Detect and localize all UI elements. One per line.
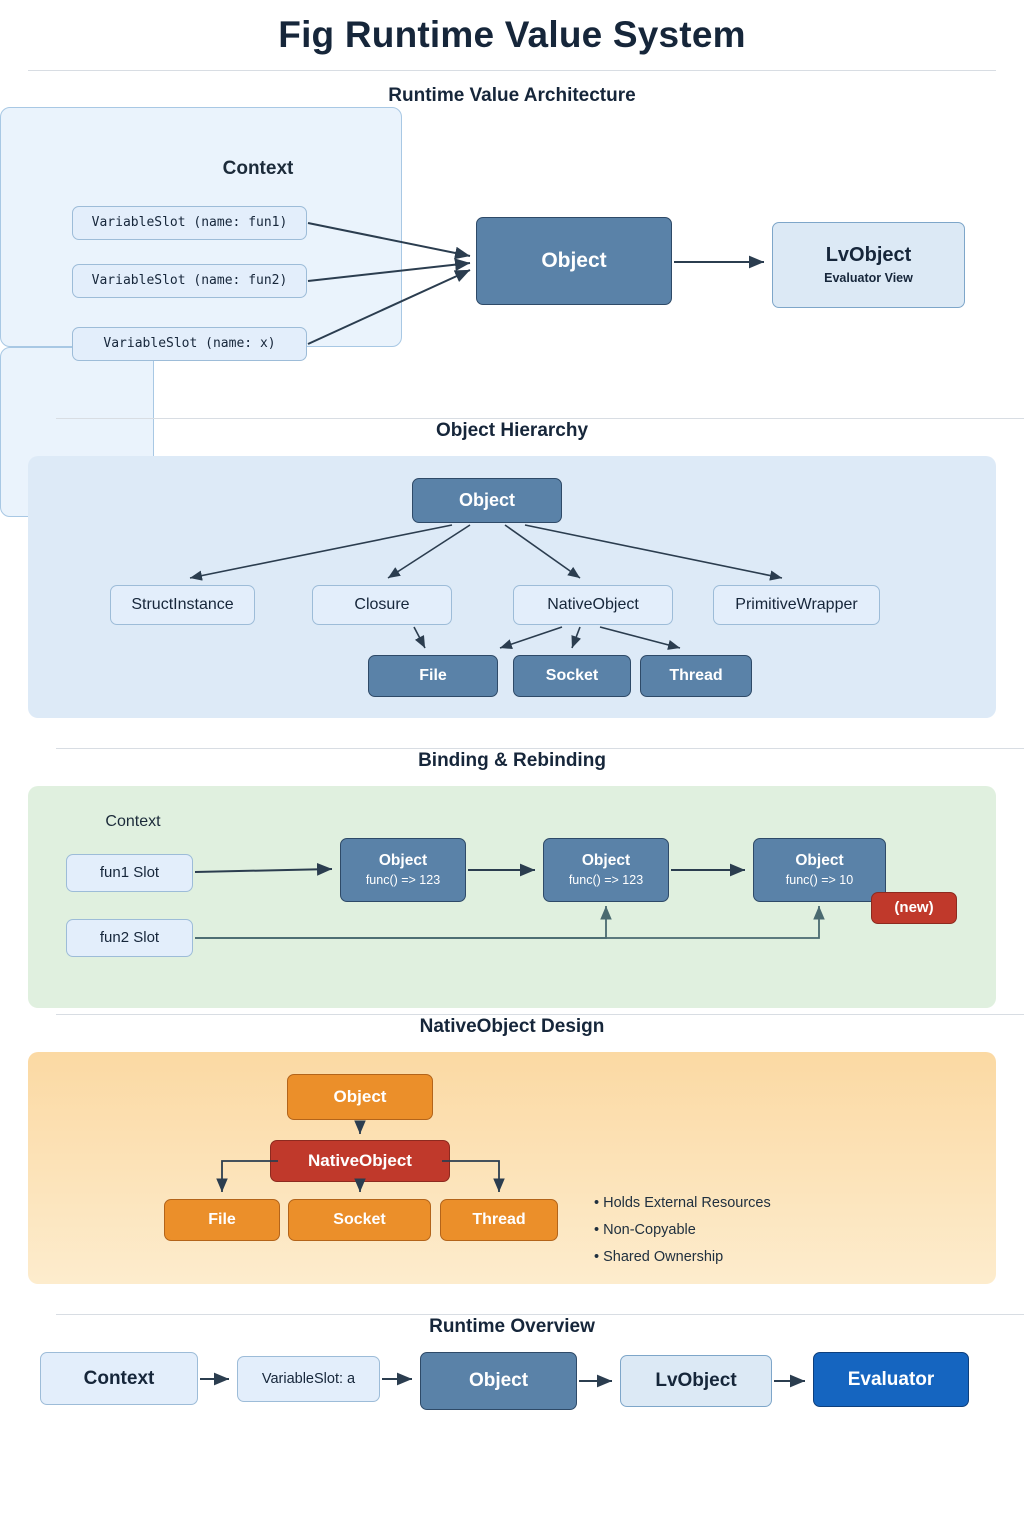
overview-context[interactable]: [40, 1352, 198, 1405]
binding-object-1[interactable]: [340, 838, 466, 902]
hierarchy-structinstance-label: StructInstance: [131, 595, 234, 613]
native-file[interactable]: [164, 1199, 280, 1241]
native-nativeobject-label: NativeObject: [308, 1151, 412, 1171]
section-title-overview: Runtime Overview: [429, 1316, 595, 1337]
hierarchy-file-label: File: [419, 666, 447, 684]
object-box-architecture-label: Object: [541, 248, 607, 272]
hierarchy-primitivewrapper-label: PrimitiveWrapper: [735, 595, 858, 613]
page-title: Fig Runtime Value System: [278, 14, 746, 55]
context-label-text: Context: [222, 158, 294, 180]
binding-object-1-detail: func() => 123: [365, 873, 441, 888]
section-title-native: NativeObject Design: [419, 1016, 605, 1037]
divider-3: [56, 1014, 1024, 1015]
divider-2: [56, 748, 1024, 749]
variable-slot-fun2[interactable]: [72, 264, 307, 298]
native-bullet-2: • Non-Copyable: [594, 1217, 771, 1244]
hierarchy-primitivewrapper[interactable]: [713, 585, 880, 625]
variable-slot-fun2-label: VariableSlot (name: fun2): [91, 272, 288, 288]
divider-4: [56, 1314, 1024, 1315]
context-label-binding-text: Context: [105, 812, 161, 830]
native-socket-label: Socket: [333, 1210, 386, 1228]
hierarchy-closure[interactable]: [312, 585, 452, 625]
binding-slot-fun1[interactable]: [66, 854, 193, 892]
binding-object-2-label: Object: [581, 852, 631, 870]
binding-object-2-detail: func() => 123: [568, 873, 644, 888]
native-nativeobject[interactable]: [270, 1140, 450, 1182]
lvobject-box-architecture[interactable]: [772, 222, 965, 308]
hierarchy-nativeobject-label: NativeObject: [547, 595, 639, 613]
overview-variableslot-label: VariableSlot: a: [261, 1370, 356, 1387]
native-thread[interactable]: [440, 1199, 558, 1241]
context-label-architecture: [58, 153, 458, 185]
hierarchy-closure-label: Closure: [354, 595, 410, 613]
hierarchy-socket[interactable]: [513, 655, 631, 697]
hierarchy-structinstance[interactable]: [110, 585, 255, 625]
context-label-binding: [57, 808, 209, 836]
binding-new-badge: [871, 892, 957, 924]
binding-new-badge-label: (new): [894, 899, 934, 917]
overview-lvobject-label: LvObject: [655, 1370, 737, 1392]
lvobject-sublabel: Evaluator View: [824, 271, 913, 286]
overview-evaluator[interactable]: [813, 1352, 969, 1407]
binding-slot-fun2[interactable]: [66, 919, 193, 957]
binding-object-1-label: Object: [378, 852, 428, 870]
native-root-object-label: Object: [333, 1087, 387, 1107]
binding-slot-fun2-label: fun2 Slot: [99, 929, 160, 947]
section-title-architecture: Runtime Value Architecture: [388, 85, 636, 106]
hierarchy-socket-label: Socket: [545, 666, 599, 684]
hierarchy-file[interactable]: [368, 655, 498, 697]
binding-object-2[interactable]: [543, 838, 669, 902]
binding-object-3-label: Object: [795, 852, 844, 870]
overview-object[interactable]: [420, 1352, 577, 1410]
binding-slot-fun1-label: fun1 Slot: [99, 864, 160, 882]
divider-top: [28, 70, 996, 71]
overview-variableslot[interactable]: [237, 1356, 380, 1402]
section-title-hierarchy: Object Hierarchy: [435, 420, 589, 441]
lvobject-label: LvObject: [825, 244, 912, 267]
binding-object-3-detail: func() => 10: [785, 873, 854, 888]
native-bullet-list: [594, 1190, 771, 1270]
overview-evaluator-label: Evaluator: [847, 1368, 935, 1390]
hierarchy-thread[interactable]: [640, 655, 752, 697]
hierarchy-nativeobject[interactable]: [513, 585, 673, 625]
native-bullet-3: • Shared Ownership: [594, 1244, 771, 1271]
native-panel: [28, 1052, 996, 1284]
native-thread-label: Thread: [472, 1210, 526, 1228]
binding-object-3[interactable]: [753, 838, 886, 902]
native-socket[interactable]: [288, 1199, 431, 1241]
native-bullet-1: • Holds External Resources: [594, 1190, 771, 1217]
hierarchy-root-object-label: Object: [458, 490, 515, 511]
overview-lvobject[interactable]: [620, 1355, 772, 1407]
variable-slot-fun1-label: VariableSlot (name: fun1): [91, 214, 288, 230]
divider-1: [56, 418, 1024, 419]
variable-slot-x[interactable]: [72, 327, 307, 361]
native-root-object[interactable]: [287, 1074, 433, 1120]
hierarchy-thread-label: Thread: [669, 666, 723, 684]
variable-slot-fun1[interactable]: [72, 206, 307, 240]
overview-object-label: Object: [468, 1370, 529, 1392]
object-box-architecture[interactable]: [476, 217, 672, 305]
hierarchy-root-object[interactable]: [412, 478, 562, 523]
overview-context-label: Context: [83, 1367, 155, 1389]
variable-slot-x-label: VariableSlot (name: x): [103, 335, 276, 351]
section-title-binding: Binding & Rebinding: [418, 750, 606, 771]
native-file-label: File: [208, 1210, 236, 1228]
